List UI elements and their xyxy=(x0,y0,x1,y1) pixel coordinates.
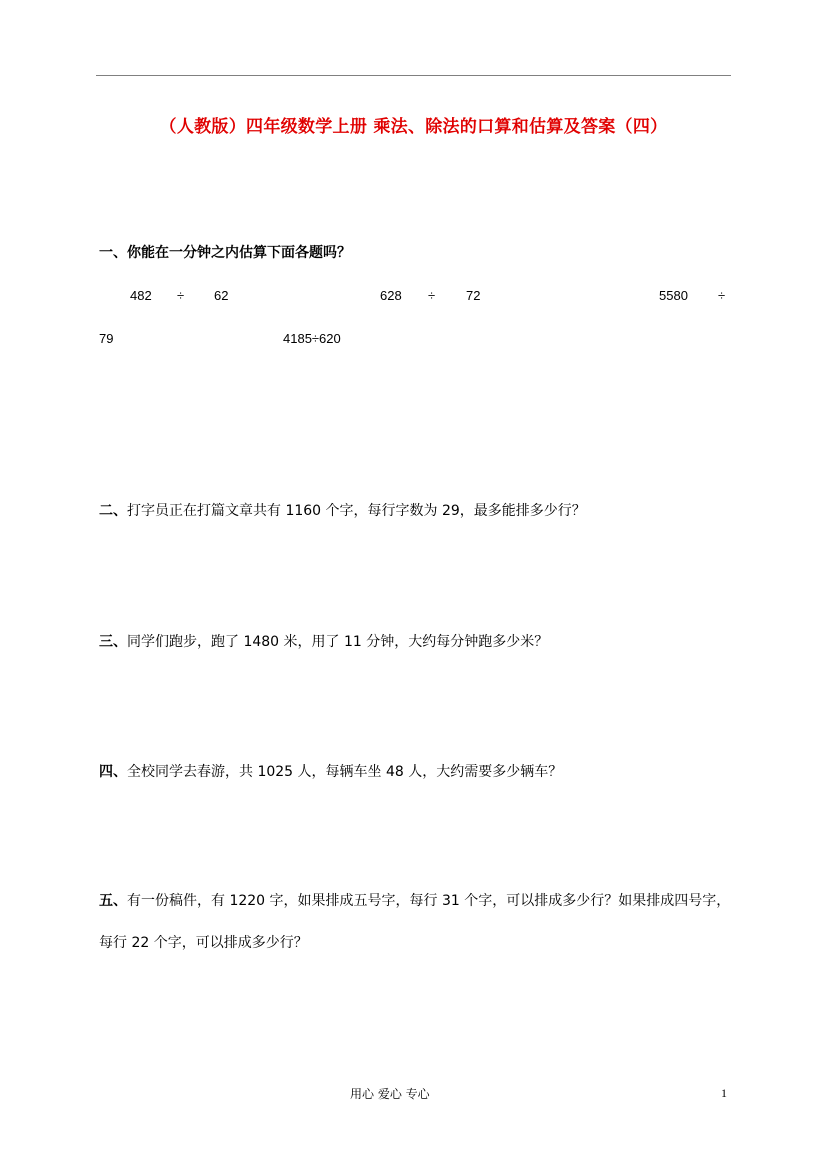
expr-a-operator: ÷ xyxy=(177,288,185,303)
question-2-text: 打字员正在打篇文章共有 1160 个字，每行字数为 29，最多能排多少行？ xyxy=(127,503,586,519)
question-1-label: 一、你能在一分钟之内估算下面各题吗？ xyxy=(99,245,351,261)
page-number: 1 xyxy=(721,1086,727,1100)
footer-slogan: 用心 爱心 专心 xyxy=(350,1087,430,1101)
expr-b-operator: ÷ xyxy=(428,288,436,303)
expr-c-operator: ÷ xyxy=(718,288,726,303)
question-5-number: 五、 xyxy=(99,893,127,909)
expr-c-right: 79 xyxy=(99,331,114,346)
question-2-number: 二、 xyxy=(99,503,127,519)
question-2 xyxy=(99,501,586,521)
question-4 xyxy=(99,762,562,782)
question-3 xyxy=(99,632,548,652)
question-3-number: 三、 xyxy=(99,634,127,650)
question-4-text: 全校同学去春游，共 1025 人，每辆车坐 48 人，大约需要多少辆车？ xyxy=(127,764,563,780)
expr-b-right: 72 xyxy=(466,288,481,303)
header-rule xyxy=(96,75,731,76)
expr-b-left: 628 xyxy=(380,288,402,303)
question-5-text-line-1: 有一份稿件，有 1220 字，如果排成五号字，每行 31 个字，可以排成多少行？如果排成四号字， xyxy=(127,893,731,909)
question-5-line-1 xyxy=(99,891,730,911)
expr-a-left: 482 xyxy=(130,288,152,303)
question-5-line-2: 每行 22 个字，可以排成多少行？ xyxy=(99,935,308,951)
expr-d: 4185÷620 xyxy=(283,331,341,346)
expr-a-right: 62 xyxy=(214,288,229,303)
page-title: （人教版）四年级数学上册 乘法、除法的口算和估算及答案（四） xyxy=(159,117,668,137)
expr-c-left: 5580 xyxy=(659,288,688,303)
question-4-number: 四、 xyxy=(99,764,127,780)
question-3-text: 同学们跑步，跑了 1480 米，用了 11 分钟，大约每分钟跑多少米？ xyxy=(127,634,549,650)
